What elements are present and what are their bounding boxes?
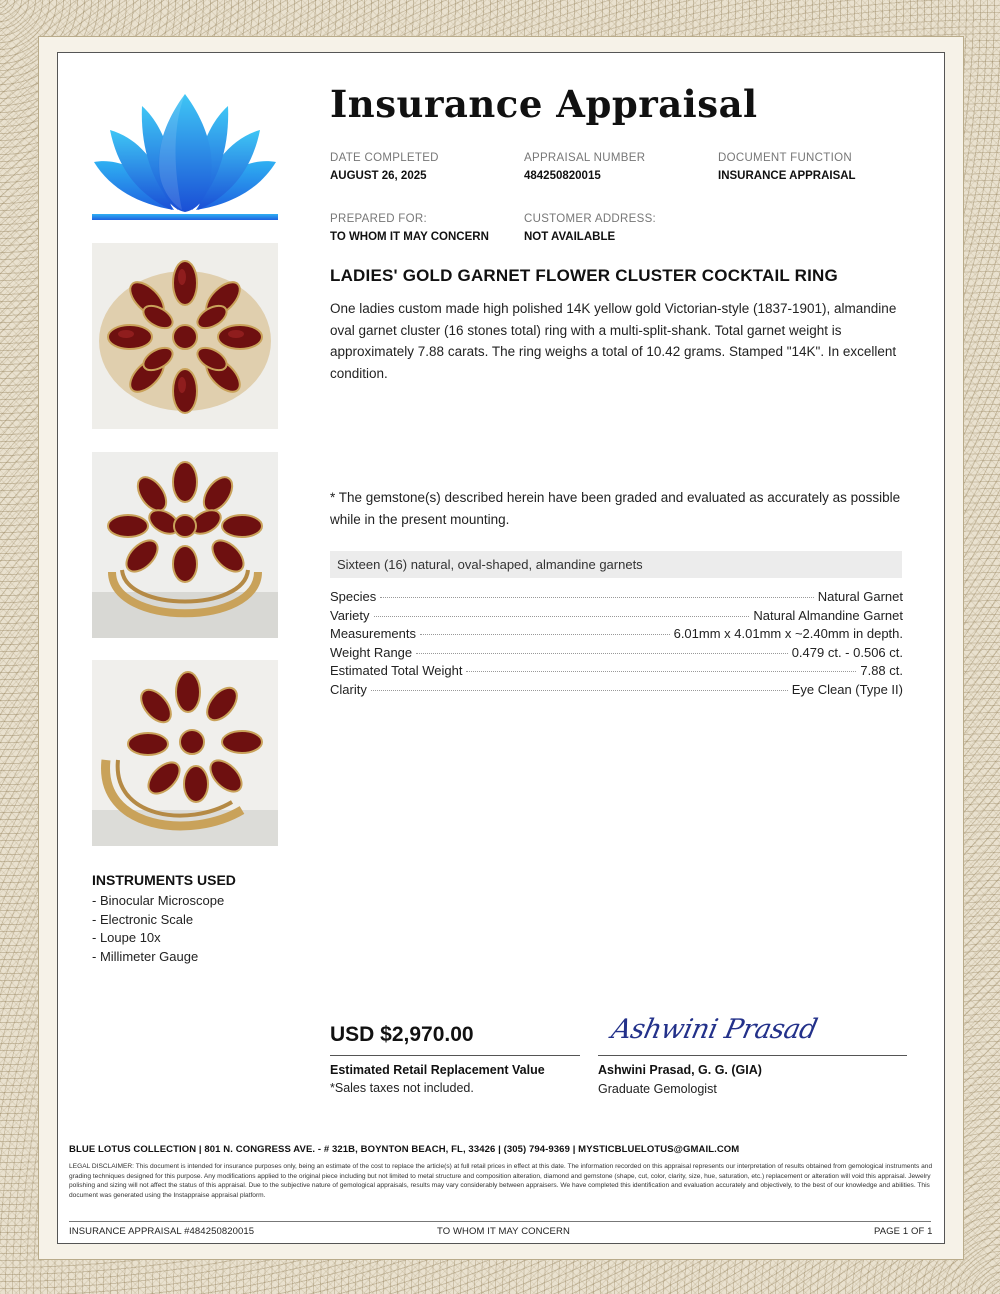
prepared-for-block bbox=[330, 213, 489, 243]
spec-value: Eye Clean (Type II) bbox=[791, 681, 903, 697]
gemstone-summary: Sixteen (16) natural, oval-shaped, almandine garnets bbox=[337, 557, 643, 572]
date-completed-label: DATE COMPLETED bbox=[330, 152, 439, 164]
document-function-label: DOCUMENT FUNCTION bbox=[718, 152, 852, 164]
spec-row-weight-range bbox=[330, 645, 903, 664]
spec-row-species bbox=[330, 589, 903, 608]
spec-row-measurements bbox=[330, 626, 903, 645]
customer-address-label: CUSTOMER ADDRESS: bbox=[524, 213, 657, 225]
customer-address-block bbox=[524, 213, 656, 243]
footer-appraisal-ref: INSURANCE APPRAISAL #484250820015 bbox=[69, 1226, 255, 1237]
company-info: BLUE LOTUS COLLECTION | 801 N. CONGRESS AVE. - # 321B, BOYNTON BEACH, FL, 33426 | (305) 794-9369 | MYSTICBLUELOTUS@GMAIL.COM bbox=[69, 1144, 740, 1155]
instrument-item: - Millimeter Gauge bbox=[92, 949, 199, 965]
item-description: One ladies custom made high polished 14K yellow gold Victorian-style (1837-1901), almandine oval garnet cluster (16 stones total) ring with a multi-split-shank. Total garnet weight is approximately 7.88 carats. The ring weighs a total of 10.42 grams. Stamped "14K". In excellent condition. bbox=[330, 301, 897, 381]
gemstone-summary-band bbox=[330, 551, 902, 578]
document-function-block bbox=[718, 152, 856, 182]
leader-dots bbox=[420, 634, 670, 635]
spec-label: Weight Range bbox=[330, 644, 413, 660]
leader-dots bbox=[374, 616, 750, 617]
document-function-value: INSURANCE APPRAISAL bbox=[718, 170, 856, 182]
instrument-item: - Loupe 10x bbox=[92, 930, 161, 946]
lotus-logo-icon bbox=[92, 92, 278, 220]
spec-value: 0.479 ct. - 0.506 ct. bbox=[791, 644, 903, 660]
footer-recipient: TO WHOM IT MAY CONCERN bbox=[437, 1226, 570, 1237]
ring-photo-side bbox=[92, 660, 278, 846]
spec-label: Measurements bbox=[330, 626, 416, 642]
grading-note: * The gemstone(s) described herein have been graded and evaluated as accurately as possible while in the present mounting. bbox=[330, 490, 901, 527]
gemstone-specs bbox=[330, 589, 903, 701]
footer-rule bbox=[69, 1221, 931, 1222]
leader-dots bbox=[416, 653, 788, 654]
spec-label: Clarity bbox=[330, 681, 367, 697]
appraiser-signature: Ashwini Prasad bbox=[608, 1014, 820, 1045]
sales-tax-note: *Sales taxes not included. bbox=[330, 1081, 474, 1095]
price-rule bbox=[330, 1055, 580, 1056]
leader-dots bbox=[466, 671, 856, 672]
appraiser-name: Ashwini Prasad, G. G. (GIA) bbox=[598, 1063, 762, 1077]
prepared-for-value: TO WHOM IT MAY CONCERN bbox=[330, 231, 489, 243]
spec-value: 7.88 ct. bbox=[860, 663, 903, 679]
appraiser-title: Graduate Gemologist bbox=[598, 1082, 717, 1096]
appraisal-number-block bbox=[524, 152, 645, 182]
spec-row-clarity bbox=[330, 682, 903, 701]
spec-row-variety bbox=[330, 608, 903, 627]
spec-row-total-weight bbox=[330, 663, 903, 682]
signature-rule bbox=[598, 1055, 907, 1056]
item-title: LADIES' GOLD GARNET FLOWER CLUSTER COCKTAIL RING bbox=[330, 266, 838, 285]
document-title: Insurance Appraisal bbox=[330, 82, 758, 126]
spec-value: Natural Almandine Garnet bbox=[753, 607, 903, 623]
spec-label: Variety bbox=[330, 607, 370, 623]
ring-photo-top bbox=[92, 243, 278, 429]
spec-label: Species bbox=[330, 589, 377, 604]
instruments-list bbox=[92, 892, 224, 967]
date-completed-block bbox=[330, 152, 439, 182]
instrument-item: - Electronic Scale bbox=[92, 911, 194, 927]
date-completed-value: AUGUST 26, 2025 bbox=[330, 170, 427, 182]
instrument-item: - Binocular Microscope bbox=[92, 893, 225, 908]
instruments-title: INSTRUMENTS USED bbox=[92, 872, 236, 888]
replacement-value-label: Estimated Retail Replacement Value bbox=[330, 1063, 545, 1077]
replacement-value: USD $2,970.00 bbox=[330, 1023, 474, 1046]
spec-value: 6.01mm x 4.01mm x ~2.40mm in depth. bbox=[673, 626, 903, 642]
footer-page-number: PAGE 1 OF 1 bbox=[874, 1226, 933, 1237]
appraisal-number-value: 484250820015 bbox=[524, 170, 601, 182]
leader-dots bbox=[380, 597, 813, 598]
spec-label: Estimated Total Weight bbox=[330, 663, 463, 679]
legal-disclaimer: LEGAL DISCLAIMER: This document is intended for insurance purposes only, being an estimate of the cost to replace the article(s) at full retail prices in effect at this date. The information recorded on this appraisal represents our interpretation of results obtained from gemological instruments and grading techniques designed for this purpose. Any modifications applied to the original piece including but not limited to metal structure and composition alteration, diamond and gemstone (shape, cut, color, clarity, size, hue, saturation, etc.) replacement or alteration will void this appraisal. Jewelry polishing and sizing will not affect the status of this appraisal. Due to the subjective nature of gemological appraisals, results may vary considerably between appraisers. We have completed this identification and evaluation accurately and objectively, to the best of our knowledge and abilities. This document was generated using the Instappraise appraisal platform. bbox=[69, 1163, 933, 1199]
appraisal-number-label: APPRAISAL NUMBER bbox=[524, 152, 646, 164]
prepared-for-label: PREPARED FOR: bbox=[330, 213, 427, 225]
leader-dots bbox=[371, 690, 788, 691]
spec-value: Natural Garnet bbox=[817, 589, 903, 604]
customer-address-value: NOT AVAILABLE bbox=[524, 231, 616, 243]
ring-photo-angle bbox=[92, 452, 278, 638]
